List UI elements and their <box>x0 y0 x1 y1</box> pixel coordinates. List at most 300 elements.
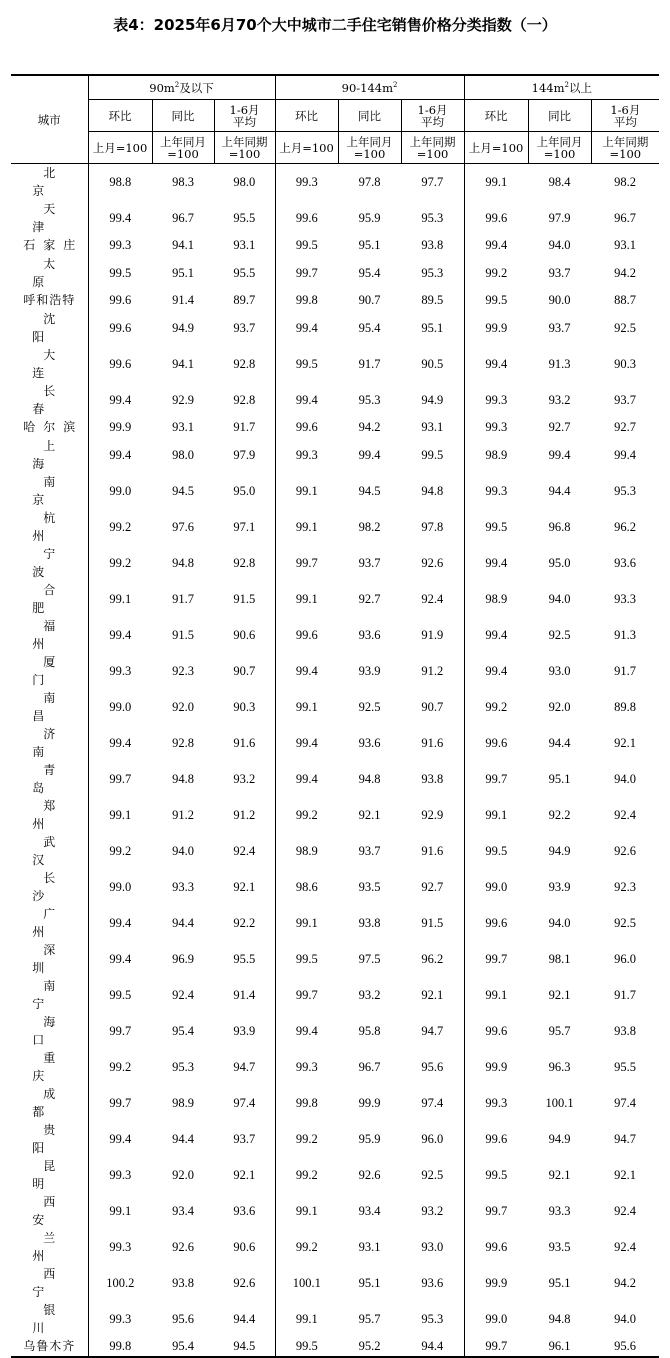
index-value: 99.1 <box>88 1193 152 1229</box>
index-value: 92.4 <box>233 843 256 858</box>
mom-header: 环比 <box>88 100 152 132</box>
index-value: 92.5 <box>548 627 571 642</box>
city-name: 哈尔滨 <box>23 420 84 435</box>
index-value: 93.6 <box>358 735 381 750</box>
table-row <box>11 869 659 905</box>
index-value: 96.2 <box>614 519 637 534</box>
table-row <box>11 1049 659 1085</box>
table-row <box>11 346 659 382</box>
city-name: 大连 <box>32 347 78 380</box>
index-value: 93.8 <box>421 238 444 253</box>
base-yoy: 上年同月 =100 <box>152 132 214 164</box>
index-value: 92.8 <box>172 735 194 750</box>
index-value: 92.6 <box>172 1239 194 1254</box>
table-row <box>11 1121 659 1157</box>
index-value: 99.9 <box>88 418 152 437</box>
index-value: 92.1 <box>421 987 444 1002</box>
index-value: 99.5 <box>88 255 152 291</box>
index-value: 91.3 <box>614 627 637 642</box>
index-value: 95.4 <box>172 1339 194 1354</box>
index-value: 99.7 <box>275 977 338 1013</box>
index-value: 94.0 <box>548 238 571 253</box>
index-value: 91.2 <box>233 807 256 822</box>
index-value: 99.2 <box>88 545 152 581</box>
table-row <box>11 941 659 977</box>
table-row <box>11 581 659 617</box>
index-value: 99.1 <box>275 1193 338 1229</box>
header-row-sub <box>11 100 659 132</box>
table-row <box>11 509 659 545</box>
city-name: 石家庄 <box>23 238 84 253</box>
index-value: 99.3 <box>464 382 528 418</box>
index-value: 92.4 <box>614 1239 637 1254</box>
index-value: 99.6 <box>464 905 528 941</box>
index-value: 92.1 <box>233 1167 256 1182</box>
index-value: 92.4 <box>172 987 194 1002</box>
index-value: 93.4 <box>172 1203 194 1218</box>
index-value: 94.0 <box>614 1311 637 1326</box>
index-value: 96.2 <box>421 951 444 966</box>
index-value: 93.5 <box>548 1239 571 1254</box>
group-header-large: $144m^2$以上 <box>464 75 659 100</box>
index-value: 95.0 <box>233 483 256 498</box>
index-value: 90.7 <box>421 699 444 714</box>
index-value: 94.7 <box>421 1023 444 1038</box>
index-value: 97.1 <box>233 519 256 534</box>
index-value: 99.5 <box>275 1337 338 1357</box>
index-value: 88.7 <box>614 293 637 308</box>
index-value: 99.4 <box>88 382 152 418</box>
city-name: 广州 <box>32 906 78 939</box>
index-value: 95.3 <box>172 1059 194 1074</box>
index-value: 93.7 <box>548 265 571 280</box>
index-value: 94.4 <box>421 1339 444 1354</box>
index-value: 91.4 <box>233 987 256 1002</box>
index-value: 92.1 <box>358 807 381 822</box>
index-value: 92.1 <box>614 735 637 750</box>
index-value: 91.6 <box>421 735 444 750</box>
index-value: 93.2 <box>548 392 571 407</box>
index-value: 92.3 <box>172 663 194 678</box>
base-yoy: 上年同月 =100 <box>338 132 401 164</box>
index-value: 95.5 <box>233 265 256 280</box>
city-name: 沈阳 <box>32 311 78 344</box>
index-value: 93.8 <box>421 771 444 786</box>
table-row <box>11 382 659 418</box>
index-value: 95.7 <box>548 1023 571 1038</box>
table-row <box>11 291 659 310</box>
index-value: 97.9 <box>233 447 256 462</box>
index-value: 93.1 <box>421 420 444 435</box>
index-value: 99.6 <box>88 346 152 382</box>
index-value: 93.5 <box>358 879 381 894</box>
index-value: 99.0 <box>464 869 528 905</box>
index-value: 95.9 <box>358 1131 381 1146</box>
index-value: 99.6 <box>88 310 152 346</box>
city-name: 福州 <box>32 618 78 651</box>
table-row <box>11 1013 659 1049</box>
index-value: 99.5 <box>275 346 338 382</box>
index-value: 99.5 <box>464 833 528 869</box>
table-row <box>11 1193 659 1229</box>
index-value: 93.3 <box>614 591 637 606</box>
index-value: 99.4 <box>275 761 338 797</box>
index-value: 99.4 <box>464 545 528 581</box>
table-row <box>11 255 659 291</box>
index-value: 95.3 <box>358 392 381 407</box>
index-value: 94.8 <box>358 771 381 786</box>
index-value: 97.6 <box>172 519 194 534</box>
index-value: 99.5 <box>88 977 152 1013</box>
index-value: 99.1 <box>275 689 338 725</box>
base-mom: 上月=100 <box>88 132 152 164</box>
index-value: 99.3 <box>88 236 152 255</box>
index-value: 94.2 <box>614 1275 637 1290</box>
index-value: 99.1 <box>464 797 528 833</box>
index-value: 99.2 <box>88 1049 152 1085</box>
index-value: 99.5 <box>275 941 338 977</box>
index-value: 92.5 <box>614 915 637 930</box>
index-value: 98.0 <box>233 175 256 189</box>
index-value: 93.9 <box>548 879 571 894</box>
index-value: 99.5 <box>421 447 444 462</box>
table-row <box>11 236 659 255</box>
index-value: 97.8 <box>421 519 444 534</box>
index-value: 99.6 <box>275 617 338 653</box>
index-value: 99.0 <box>88 689 152 725</box>
index-value: 93.2 <box>233 771 256 786</box>
index-value: 99.4 <box>88 725 152 761</box>
index-value: 99.7 <box>88 1085 152 1121</box>
index-value: 96.9 <box>172 951 194 966</box>
index-value: 91.5 <box>421 915 444 930</box>
index-value: 93.3 <box>172 879 194 894</box>
index-value: 97.4 <box>233 1095 256 1110</box>
header-row-base <box>11 132 659 164</box>
index-value: 94.1 <box>172 238 194 253</box>
index-value: 92.2 <box>548 807 571 822</box>
index-value: 94.2 <box>358 420 381 435</box>
index-value: 94.4 <box>548 735 571 750</box>
index-value: 95.5 <box>233 951 256 966</box>
index-value: 98.9 <box>172 1095 194 1110</box>
city-name: 宁波 <box>32 546 78 579</box>
city-name: 海口 <box>32 1014 78 1047</box>
index-value: 94.2 <box>614 265 637 280</box>
index-value: 91.7 <box>614 987 637 1002</box>
index-value: 99.1 <box>275 473 338 509</box>
index-value: 99.6 <box>464 1121 528 1157</box>
index-value: 93.9 <box>358 663 381 678</box>
city-name: 合肥 <box>32 582 78 615</box>
index-value: 95.2 <box>358 1339 381 1354</box>
table-row <box>11 164 659 201</box>
table-body <box>11 164 659 1357</box>
city-name: 青岛 <box>32 762 78 795</box>
city-name: 天津 <box>32 202 78 234</box>
index-value: 94.8 <box>172 555 194 570</box>
index-value: 99.4 <box>88 200 152 236</box>
table-row <box>11 200 659 236</box>
index-value: 99.3 <box>88 653 152 689</box>
index-value: 94.5 <box>358 483 381 498</box>
index-value: 93.0 <box>548 663 571 678</box>
index-value: 98.2 <box>614 175 637 189</box>
index-value: 98.9 <box>275 833 338 869</box>
index-value: 89.5 <box>421 293 444 308</box>
index-value: 91.3 <box>548 356 571 371</box>
index-value: 91.7 <box>614 663 637 678</box>
index-value: 99.2 <box>275 1157 338 1193</box>
index-value: 93.2 <box>421 1203 444 1218</box>
index-value: 99.4 <box>88 905 152 941</box>
index-value: 97.7 <box>421 175 444 189</box>
index-value: 98.4 <box>548 175 571 189</box>
index-value: 89.8 <box>614 699 637 714</box>
city-name: 北京 <box>32 166 78 198</box>
index-value: 99.1 <box>275 1301 338 1337</box>
index-value: 98.0 <box>172 447 194 462</box>
index-value: 99.1 <box>464 977 528 1013</box>
index-value: 99.6 <box>88 291 152 310</box>
index-value: 94.8 <box>548 1311 571 1326</box>
index-value: 91.4 <box>172 293 194 308</box>
index-value: 92.8 <box>233 392 256 407</box>
index-value: 91.6 <box>421 843 444 858</box>
city-name: 成都 <box>32 1086 78 1119</box>
index-value: 94.9 <box>172 320 194 335</box>
city-name: 昆明 <box>32 1158 78 1191</box>
index-value: 99.4 <box>464 346 528 382</box>
yoy-header: 同比 <box>528 100 591 132</box>
table-row <box>11 1265 659 1301</box>
header-row-groups <box>11 75 659 100</box>
city-name: 南昌 <box>32 690 78 723</box>
index-value: 99.5 <box>275 236 338 255</box>
index-value: 99.3 <box>464 473 528 509</box>
index-value: 94.0 <box>172 843 194 858</box>
index-value: 92.6 <box>233 1275 256 1290</box>
index-value: 98.9 <box>464 437 528 473</box>
index-value: 95.1 <box>421 320 444 335</box>
index-value: 94.9 <box>548 1131 571 1146</box>
city-name: 贵阳 <box>32 1122 78 1155</box>
index-value: 95.6 <box>421 1059 444 1074</box>
city-name: 南京 <box>32 474 78 507</box>
index-value: 92.4 <box>614 807 637 822</box>
index-value: 99.1 <box>275 581 338 617</box>
index-value: 91.5 <box>233 591 256 606</box>
index-value: 94.5 <box>233 1339 256 1354</box>
index-value: 92.7 <box>421 879 444 894</box>
city-name: 南宁 <box>32 978 78 1011</box>
index-value: 95.3 <box>614 483 637 498</box>
index-value: 92.7 <box>358 591 381 606</box>
index-value: 91.2 <box>172 807 194 822</box>
index-value: 95.4 <box>172 1023 194 1038</box>
table-row <box>11 1229 659 1265</box>
index-value: 99.7 <box>464 1193 528 1229</box>
index-value: 98.1 <box>548 951 571 966</box>
index-value: 91.7 <box>172 591 194 606</box>
index-value: 97.9 <box>548 211 571 225</box>
index-value: 98.9 <box>464 581 528 617</box>
city-name: 西安 <box>32 1194 78 1227</box>
index-value: 99.3 <box>275 164 338 201</box>
index-value: 99.7 <box>275 545 338 581</box>
index-value: 93.7 <box>358 555 381 570</box>
index-value: 95.1 <box>548 1275 571 1290</box>
index-value: 94.9 <box>421 392 444 407</box>
index-value: 90.3 <box>614 356 637 371</box>
city-name: 兰州 <box>32 1230 78 1263</box>
index-value: 92.1 <box>614 1167 637 1182</box>
index-value: 99.3 <box>275 1049 338 1085</box>
index-value: 97.4 <box>421 1095 444 1110</box>
index-value: 99.5 <box>464 509 528 545</box>
table-row <box>11 310 659 346</box>
index-value: 99.4 <box>464 617 528 653</box>
index-value: 99.8 <box>275 1085 338 1121</box>
table-row <box>11 418 659 437</box>
index-value: 99.0 <box>88 869 152 905</box>
index-value: 93.2 <box>358 987 381 1002</box>
index-value: 99.2 <box>275 1121 338 1157</box>
index-value: 92.9 <box>172 392 194 407</box>
index-value: 99.4 <box>275 310 338 346</box>
index-value: 99.2 <box>88 833 152 869</box>
index-value: 99.4 <box>464 236 528 255</box>
index-value: 99.1 <box>88 797 152 833</box>
index-value: 99.9 <box>464 1049 528 1085</box>
price-index-table <box>11 74 659 1358</box>
city-name: 银川 <box>32 1302 78 1335</box>
index-value: 99.3 <box>275 437 338 473</box>
index-value: 93.1 <box>358 1239 381 1254</box>
index-value: 90.7 <box>358 293 381 308</box>
index-value: 94.4 <box>172 1131 194 1146</box>
index-value: 93.6 <box>421 1275 444 1290</box>
table-row <box>11 689 659 725</box>
base-mom: 上月=100 <box>275 132 338 164</box>
city-name: 长沙 <box>32 870 78 903</box>
index-value: 96.8 <box>548 519 571 534</box>
index-value: 99.5 <box>464 1157 528 1193</box>
index-value: 92.1 <box>548 1167 571 1182</box>
index-value: 99.2 <box>464 255 528 291</box>
index-value: 94.1 <box>172 356 194 371</box>
index-value: 94.5 <box>172 483 194 498</box>
index-value: 96.1 <box>548 1339 571 1354</box>
index-value: 92.6 <box>358 1167 381 1182</box>
table-row <box>11 905 659 941</box>
index-value: 96.0 <box>614 951 637 966</box>
index-value: 99.2 <box>275 1229 338 1265</box>
index-value: 93.8 <box>614 1023 637 1038</box>
index-value: 99.9 <box>464 310 528 346</box>
index-value: 93.7 <box>233 320 256 335</box>
index-value: 99.4 <box>88 437 152 473</box>
index-value: 94.4 <box>233 1311 256 1326</box>
index-value: 92.0 <box>548 699 571 714</box>
index-value: 99.4 <box>548 447 571 462</box>
index-value: 99.4 <box>614 447 637 462</box>
index-value: 90.6 <box>233 1239 256 1254</box>
index-value: 97.5 <box>358 951 381 966</box>
index-value: 99.3 <box>464 1085 528 1121</box>
index-value: 97.8 <box>358 175 381 189</box>
table-row <box>11 653 659 689</box>
city-name: 长春 <box>32 383 78 416</box>
index-value: 95.1 <box>548 771 571 786</box>
index-value: 93.9 <box>233 1023 256 1038</box>
index-value: 99.7 <box>464 941 528 977</box>
index-value: 99.6 <box>464 725 528 761</box>
base-ytd: 上年同期 =100 <box>591 132 659 164</box>
index-value: 95.1 <box>172 265 194 280</box>
table-row <box>11 1337 659 1357</box>
index-value: 91.5 <box>172 627 194 642</box>
table-row <box>11 1085 659 1121</box>
index-value: 95.5 <box>614 1059 637 1074</box>
index-value: 99.9 <box>358 1095 381 1110</box>
city-header: 城市 <box>11 75 88 164</box>
index-value: 96.7 <box>614 211 637 225</box>
index-value: 93.0 <box>421 1239 444 1254</box>
index-value: 95.4 <box>358 265 381 280</box>
table-row <box>11 437 659 473</box>
index-value: 93.8 <box>358 915 381 930</box>
index-value: 95.4 <box>358 320 381 335</box>
index-value: 98.3 <box>172 175 194 189</box>
index-value: 99.3 <box>464 418 528 437</box>
index-value: 90.3 <box>233 699 256 714</box>
city-name: 乌鲁木齐 <box>23 1339 76 1354</box>
table-row <box>11 1157 659 1193</box>
table-row <box>11 545 659 581</box>
index-value: 99.7 <box>464 1337 528 1357</box>
index-value: 92.4 <box>421 591 444 606</box>
index-value: 93.7 <box>233 1131 256 1146</box>
index-value: 100.1 <box>545 1095 574 1110</box>
index-value: 95.8 <box>358 1023 381 1038</box>
index-value: 99.4 <box>275 1013 338 1049</box>
index-value: 99.4 <box>275 725 338 761</box>
index-value: 99.6 <box>275 418 338 437</box>
index-value: 95.3 <box>421 265 444 280</box>
index-value: 92.5 <box>358 699 381 714</box>
index-value: 92.9 <box>421 807 444 822</box>
index-value: 96.7 <box>358 1059 381 1074</box>
mom-header: 环比 <box>464 100 528 132</box>
index-value: 98.6 <box>275 869 338 905</box>
index-value: 95.5 <box>233 211 256 225</box>
index-value: 94.0 <box>614 771 637 786</box>
index-value: 93.6 <box>358 627 381 642</box>
ytd-header: 1-6月 平均 <box>214 100 275 132</box>
index-value: 94.9 <box>548 843 571 858</box>
index-value: 100.1 <box>275 1265 338 1301</box>
index-value: 91.6 <box>233 735 256 750</box>
index-value: 91.9 <box>421 627 444 642</box>
index-value: 95.6 <box>172 1311 194 1326</box>
index-value: 92.7 <box>548 420 571 435</box>
index-value: 99.7 <box>88 761 152 797</box>
index-value: 99.7 <box>275 255 338 291</box>
index-value: 92.8 <box>233 555 256 570</box>
index-value: 99.3 <box>88 1229 152 1265</box>
index-value: 99.1 <box>464 164 528 201</box>
